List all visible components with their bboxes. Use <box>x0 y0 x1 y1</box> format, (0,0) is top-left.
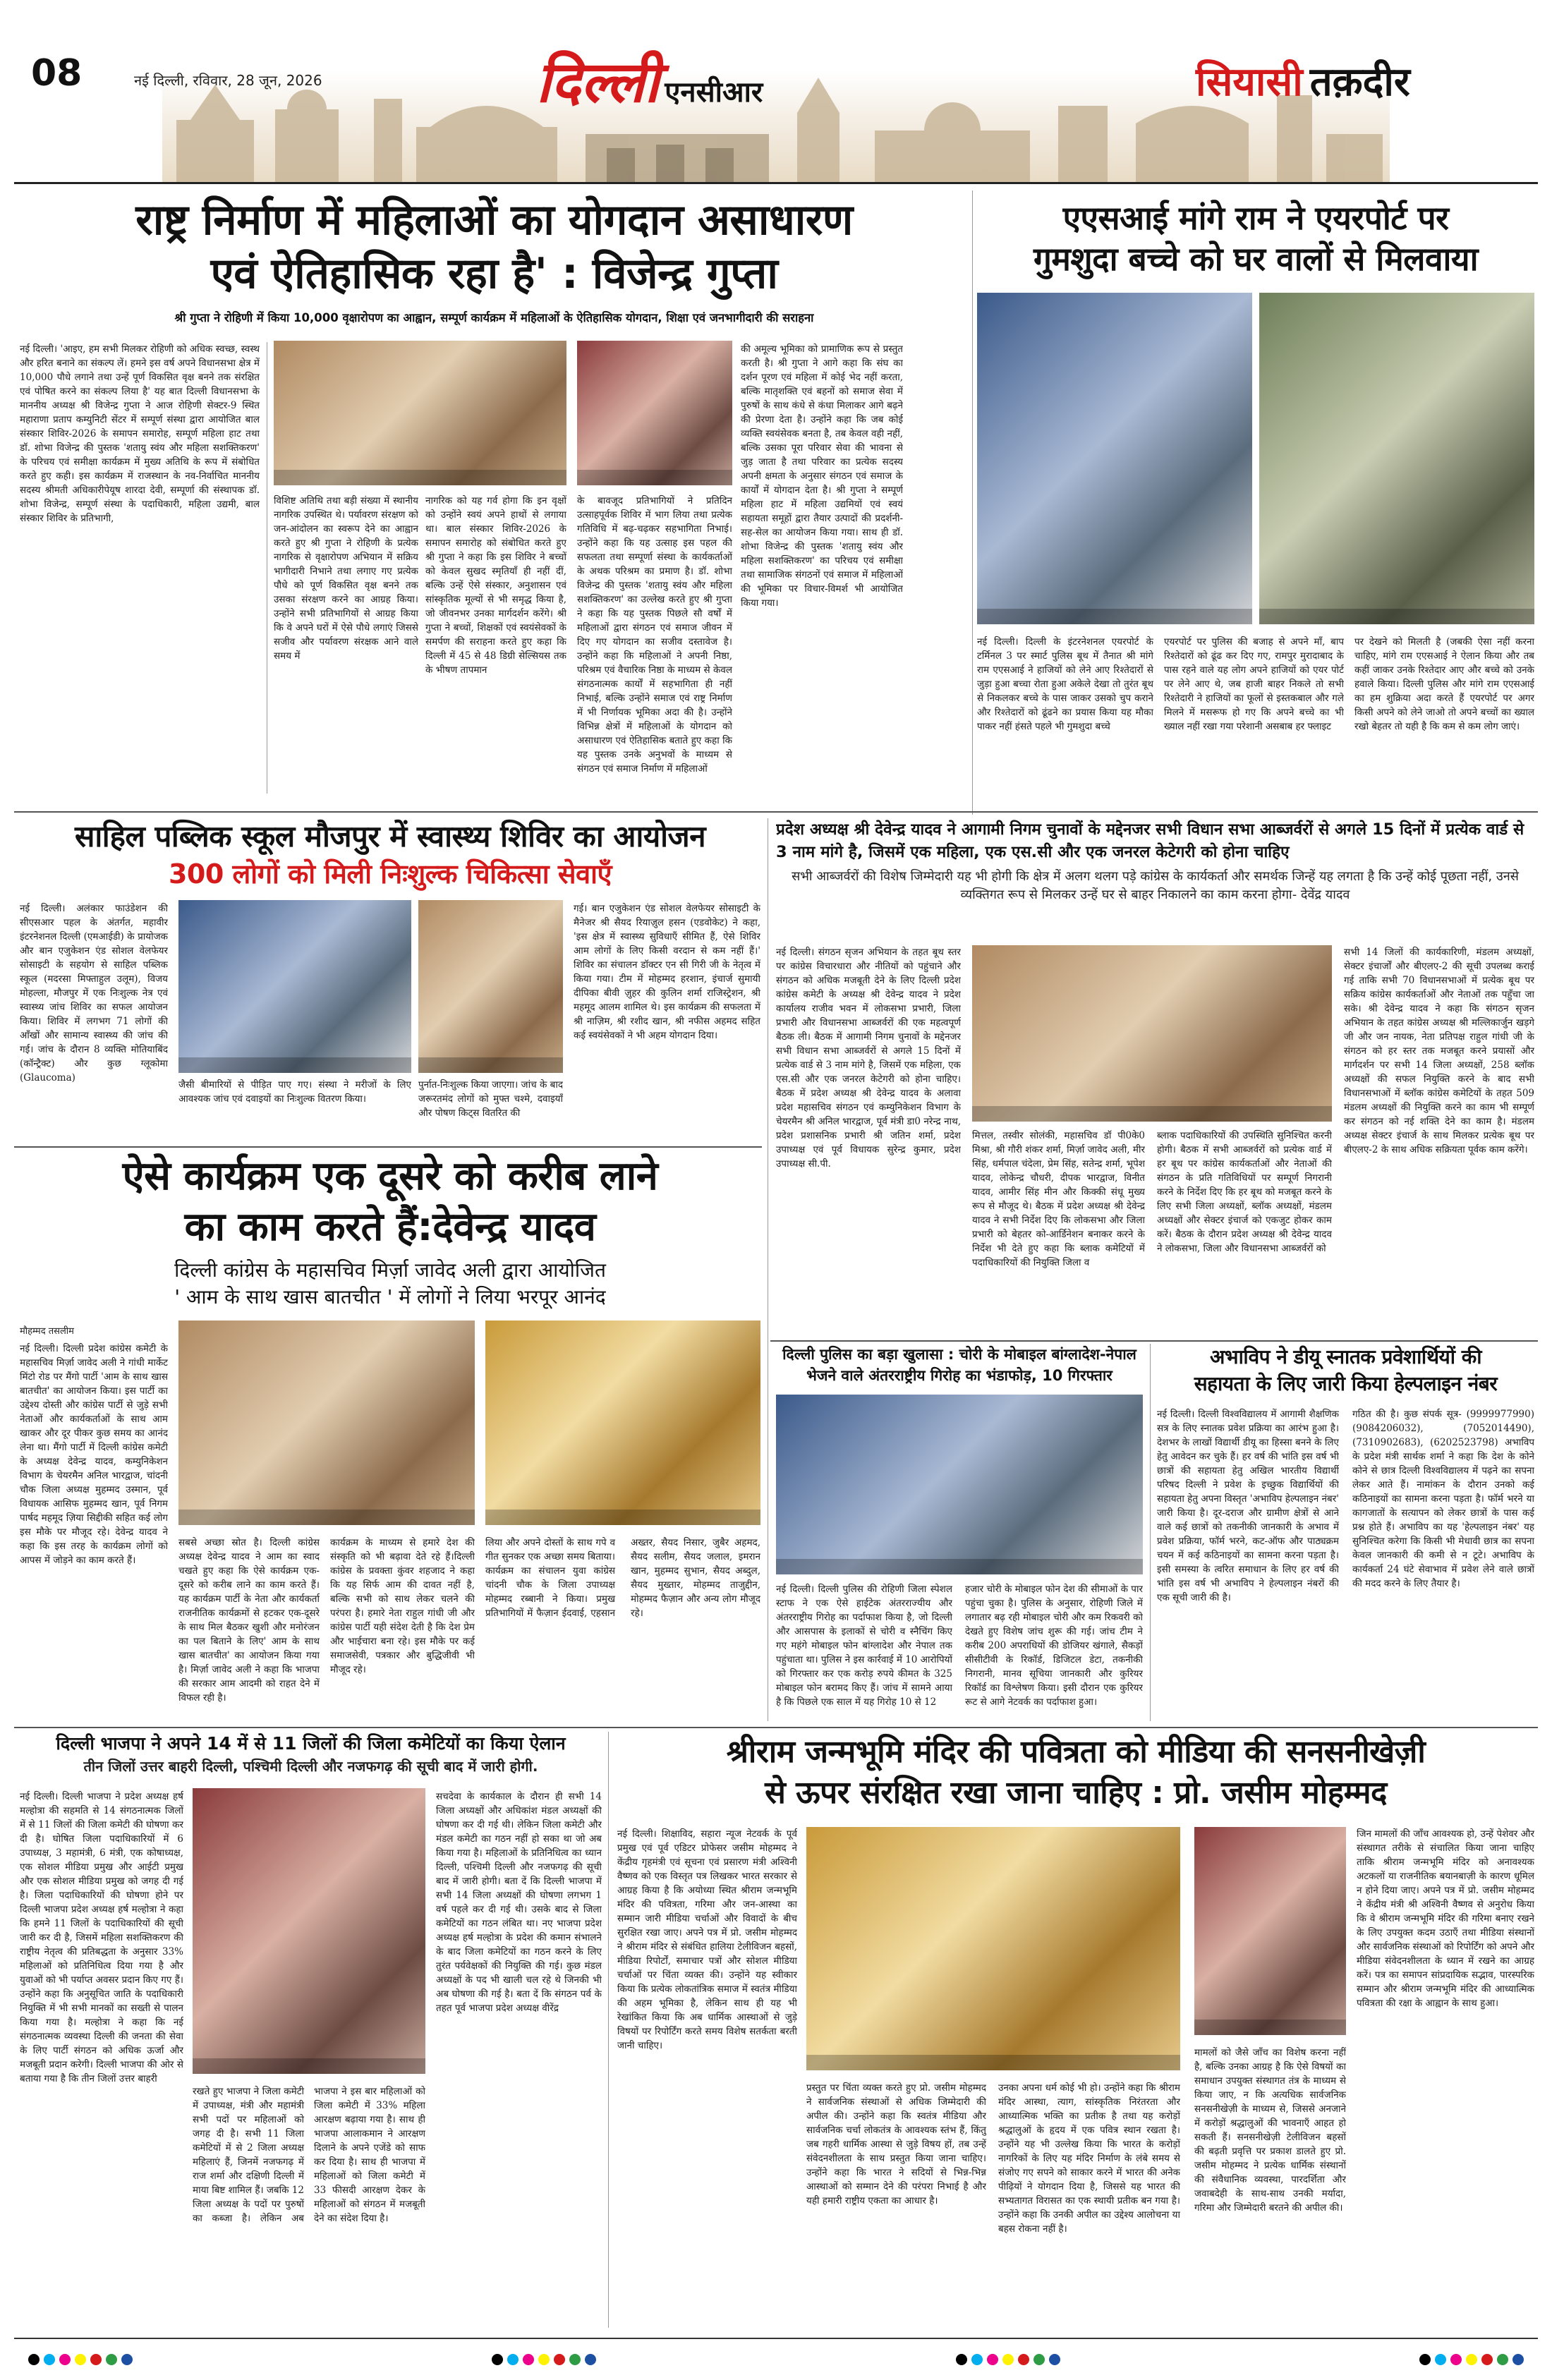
subhead-line-2: ' आम के साथ खास बातचीत ' में लोगों ने लिया भरपूर आनंद <box>174 1285 606 1309</box>
story-devender <box>776 818 1534 1337</box>
mango-party-photo-1 <box>178 1320 475 1525</box>
article-col-3: रखते हुए भाजपा ने जिला कमेटी में उपाध्यक्ष, मंत्री और महामंत्री सभी पदों पर महिलाओं को जगह दी है। सभी 11 जिला कमेटियों में से 2 जिला अध्यक्ष महिलाएं हैं, जिनमें नजफगढ़ में राज शर्मा और दक्षिणी दिल्ली में माया बिष्ट शामिल हैं। जबकि 12 जिला अध्यक्ष के पदों पर पुरुषों का कब्जा है। लेकिन अब भाजपा ने इस बार महिलाओं को जिला कमेटी में 33% महिला आरक्षण बढ़ाया गया है। साथ ही भाजपा आलाकमान ने आरक्षण दिलाने के अपने एजेंडे को साफ कर दिया है। साथ ही भाजपा में महिलाओं को जिला कमेटी में 33 फीसदी आरक्षण देकर के महिलाओं को संगठन में मजबूती देने का संदेश दिया है। <box>193 2086 425 2224</box>
registration-dot <box>1497 2354 1508 2365</box>
story-asi <box>977 198 1534 804</box>
health-camp-photo-1 <box>178 900 411 1073</box>
health-camp-photo-2 <box>418 900 563 1073</box>
registration-dot <box>59 2354 71 2365</box>
registration-dot <box>28 2354 40 2365</box>
story-ram <box>617 1732 1534 2328</box>
section-primary: सियासी <box>1196 59 1303 105</box>
article-col-5: जिन मामलों की जाँच आवश्यक हो, उन्हें पेशेवर और संस्थागत तरीके से संचालित किया जाना चाहिए ताकि श्रीराम जन्मभूमि मंदिर को अनावश्यक अटकलों या राजनीतिक बयानबाज़ी के कारण धूमिल न होने दिया जाए। अपने पत्र में प्रो. जसीम मोहम्मद ने केंद्रीय मंत्री श्री अश्विनी वैष्णव से अनुरोध किया कि वे श्रीराम जन्मभूमि मंदिर की गरिमा बनाए रखने के लिए उपयुक्त कदम उठाएँ तथा मीडिया संस्थानों और सार्वजनिक संस्थाओं को रिपोर्टिंग को अपने और मीडिया संवेदनशीलता के ध्यान में रखने का आग्रह करें। पत्र का समापन सांप्रदायिक सद्भाव, पारस्परिक सम्मान और श्रीराम जन्मभूमि मंदिर की आध्यात्मिक पवित्रता की रक्षा के आह्वान के साथ हुआ। <box>1357 1828 1534 2009</box>
story-school <box>20 817 760 1141</box>
police-press-photo <box>776 1395 1143 1574</box>
column-divider <box>1150 1344 1151 1721</box>
article-col-2: गठित की है। कुछ संपर्क सूत्र- (9999977990) (9084206032), (7052014490), (7310902683), (6202523798) अभाविप के प्रदेश मंत्री सार्थक शर्मा ने कहा कि देश के कोने कोने से छात्र दिल्ली विश्वविद्यालय में पढ़ने का सपना लेकर आते हैं। नामांकन के दौरान उनको कई कठिनाइयों का सामना करना पड़ता है। फॉर्म भरने या कागजातों के सत्यापन को लेकर छात्रों के पास कई प्रश्न होते हैं। अभाविप का यह 'हेल्पलाइन नंबर' यह सुनिश्चित करेगा कि किसी भी मेधावी छात्र का सपना केवल जानकारी की कमी से न टूटे। अभाविप के कार्यकर्ता 24 घंटे सेवाभाव में प्रवेश लेने वाले छात्रों की मदद करने के लिए तैयार है। <box>1352 1409 1534 1589</box>
brand-primary: दिल्ली <box>536 49 660 115</box>
registration-dot <box>987 2354 998 2365</box>
headline-line-1: अभाविप ने डीयू स्नातक प्रवेशार्थियों की <box>1210 1345 1481 1368</box>
registration-dot <box>1435 2354 1446 2365</box>
book-launch-photo <box>577 341 732 485</box>
registration-dot <box>1419 2354 1431 2365</box>
registration-dot <box>523 2354 534 2365</box>
registration-dot <box>1450 2354 1462 2365</box>
headline-line-1: ऐसे कार्यक्रम एक दूसरे को करीब लाने <box>122 1153 658 1199</box>
brand-secondary: एनसीआर <box>665 75 763 109</box>
registration-dot <box>1481 2354 1493 2365</box>
registration-dot <box>554 2354 565 2365</box>
column-divider <box>608 1732 609 2328</box>
column-divider <box>972 190 973 815</box>
registration-dot <box>1512 2354 1524 2365</box>
article-col-1: नई दिल्ली। दिल्ली के इंटरनेशनल एयरपोर्ट के टर्मिनल 3 पर स्मार्ट पुलिस बूथ में तैनात श्री मांगे राम एएसआई ने हाजियों को लेने आए रिश्तेदारों से जुड़ा हुआ बच्चा रोता हुआ अकेले देखा तो तुरंत बूथ से निकलकर बच्चे के पास जाकर उसको चुप कराने और रिश्तेदारों को ढूंढने का प्रयास किया यह मौका पाकर नहीं हंसते पहले भी गुमशुदा बच्चे <box>977 636 1153 732</box>
registration-dot <box>1002 2354 1014 2365</box>
airport-photo-officer <box>977 293 1252 624</box>
registration-dot <box>585 2354 596 2365</box>
professor-photo <box>1194 1827 1346 2035</box>
headline: प्रदेश अध्यक्ष श्री देवेन्द्र यादव ने आगामी निगम चुनावों के मद्देनजर सभी विधान सभा आब्जर्वरों से अगले 15 दिनों में प्रत्येक वार्ड से 3 नाम मांगे है, जिसमें एक महिला, एक एस.सी और एक जनरल केटेगरी को होना चाहिए <box>776 820 1524 861</box>
article-col-3: ब्लाक पदाधिकारियों की उपस्थिति सुनिश्चित करनी होगी। बैठक में सभी आब्जर्वरों को प्रत्येक वार्ड में हर बूथ पर कांग्रेस कार्यकर्ताओं और नेताओं की संगठन के प्रति गतिविधियों पर सम्पूर्ण निगरानी करने के निर्देश दिए कि हर बूथ को मजबूत करने के लिए सभी जिला अध्यक्षों, ब्लॉक अध्यक्षों, मंडलम अध्यक्षों और सेक्टर इंचार्ज को एकजुट होकर काम करें। बैठक के दौरान प्रदेश अध्यक्ष श्री देवेन्द्र यादव ने लोकसभा, जिला और विधानसभा आब्जर्वरों को <box>1157 1130 1332 1254</box>
article-col-1: नई दिल्ली। दिल्ली विश्वविद्यालय में आगामी शैक्षणिक सत्र के लिए स्नातक प्रवेश प्रक्रिया का आरंभ हुआ है। देशभर के लाखों विद्यार्थी डीयू का हिस्सा बनने के लिए हेतु आवेदन कर चुके हैं। हर वर्ष की भांति इस वर्ष भी छात्रों की सहायता हेतु अखिल भारतीय विद्यार्थी परिषद दिल्ली ने प्रवेश के इच्छुक विद्यार्थियों की सहायता हेतु अपना विस्तृत 'अभाविप हेल्पलाइन नंबर' जारी किया है। दूर-दराज और ग्रामीण क्षेत्रों से आने वाले कई छात्रों को तकनीकी जानकारी के अभाव में प्रवेश प्रक्रिया, फॉर्म भरने, कट-ऑफ और पाठ्यक्रम चयन में कई कठिनाइयों का सामना करना पड़ता है। इसी समस्या के त्वरित समाधान के लिए हर वर्ष की भांति इस वर्ष भी अभाविप ने हेल्पलाइन नंबरों की एक सूची जारी की है। <box>1157 1409 1339 1603</box>
registration-dot <box>1466 2354 1477 2365</box>
registration-dot <box>75 2354 86 2365</box>
row-divider <box>14 811 1538 813</box>
headline-line-2: सहायता के लिए जारी किया हेल्पलाइन नंबर <box>1194 1372 1498 1395</box>
article-col-2: विशिष्ट अतिथि तथा बड़ी संख्या में स्थानीय नागरिक उपस्थित थे। पर्यावरण संरक्षण को जन-आंदोलन का स्वरूप देने का आह्वान करते हुए श्री गुप्ता ने रोहिणी के प्रत्येक नागरिक से वृक्षारोपण अभियान में सक्रिय भागीदारी निभाने तथा लगाए गए प्रत्येक पौधे को पूर्ण विकसित वृक्ष बनने तक उसका संरक्षण करने का आग्रह किया। उन्होंने सभी प्रतिभागियों से आग्रह किया कि वे अपने घरों में ऐसे पौधे लगाएं जिससे सजीव और पर्यावरण संरक्षक आने वाले समय में <box>274 495 418 662</box>
subhead: 300 लोगों को मिली निःशुल्क चिकित्सा सेवाएँ <box>168 858 612 890</box>
headline-line-1: दिल्ली पुलिस का बड़ा खुलासा : चोरी के मोबाइल बांग्लादेश-नेपाल <box>782 1346 1136 1363</box>
article-col-3: नागरिक को यह गर्व होगा कि इन वृक्षों को उन्होंने स्वयं अपने हाथों से लगाया था। बाल संस्कार शिविर-2026 के समापन समारोह को संबोधित करते हुए श्री गुप्ता ने कहा कि इस शिविर ने बच्चों को केवल सुखद स्मृतियाँ ही नहीं दीं, बल्कि उन्हें ऐसे संस्कार, अनुशासन एवं सांस्कृतिक मूल्यों से भी समृद्ध किया है, जो जीवनभर उनका मार्गदर्शन करेंगे। श्री गुप्ता ने बच्चों, शिक्षकों एवं स्वयंसेवकों के समर्पण की सराहना करते हुए कहा कि दिल्ली में 45 से 48 डिग्री सेल्सियस तक के भीषण तापमान <box>425 495 566 676</box>
headline-line-2: भेजने वाले अंतरराष्ट्रीय गिरोह का भंडाफोड़, 10 गिरफ्तार <box>806 1367 1113 1384</box>
article-col-3: पुर्नात-निःशुल्क किया जाएगा। जांच के बाद जरूरतमंद लोगों को मुफ्त चश्मे, दवाइयाँ और पोषण किट्स वितरित की <box>418 1079 563 1119</box>
registration-dot <box>44 2354 55 2365</box>
row-divider <box>770 1340 1538 1342</box>
headline-line-1: एएसआई मांगे राम ने एयरपोर्ट पर <box>1062 199 1449 237</box>
registration-dot <box>971 2354 983 2365</box>
registration-dot <box>492 2354 503 2365</box>
color-registration-marks <box>28 2350 1524 2369</box>
article-col-4: मामलों को जैसे जाँच का विशेष करना नहीं है, बल्कि उनका आग्रह है कि ऐसे विषयों का समाधान उपयुक्त संस्थागत तंत्र के माध्यम से किया जाए, न कि अत्यधिक सार्वजनिक सनसनीखेज़ी के माध्यम से, जिससे अनजाने में करोड़ों श्रद्धालुओं की भावनाएँ आहत हो सकती हैं। सनसनीखेज़ी टेलीविजन बहसों की बढ़ती प्रवृत्ति पर प्रकाश डालते हुए प्रो. जसीम मोहम्मद ने प्रत्येक धार्मिक संस्थानों की संवैधानिक व्यवस्था, पारदर्शिता और जवाबदेही के साथ-साथ उनकी मर्यादा, गरिमा और जिम्मेदारी बरतने की अपील की। <box>1194 2047 1346 2214</box>
article-col-4: सभी 14 जिलों की कार्यकारिणी, मंडलम अध्यक्षों, सेक्टर इंचार्जों और बीएलए-2 की सूची उपलब्ध कराई गई ताकि सभी 70 विधानसभाओं में प्रत्येक बूथ पर सक्रिय कांग्रेस कार्यकर्ताओं और नेताओं तक पहुँचा जा सके। श्री देवेन्द्र यादव ने कहा कि संगठन सृजन अभियान के तहत कांग्रेस अध्यक्ष श्री मल्लिकार्जुन खड़गे जी और जन नायक, नेता प्रतिपक्ष राहुल गांधी जी के संगठन को हर स्तर तक मजबूत करने प्रयासों और मार्गदर्शन पर सभी 14 जिला अध्यक्षों, 258 ब्लॉक अध्यक्षों की सफल नियुक्ति करने के बाद सभी विधानसभाओं में ब्लॉक कांग्रेस कमेटियों के तहत 509 मंडलम अध्यक्षों की नियुक्ति करने का काम भी सम्पूर्ण कर संगठन को नई शक्ति देने का काम है। मंडलम अध्यक्ष सेक्टर इंचार्ज के साथ मिलकर प्रत्येक बूथ पर बीएलए-2 के साथ अधिक सक्रियता पूर्वक काम करेंगे। <box>1344 947 1534 1155</box>
article-col-1: नई दिल्ली। दिल्ली भाजपा ने प्रदेश अध्यक्ष हर्ष मल्होत्रा की सहमति से 14 संगठनात्मक जिलों में से 11 जिलों की जिला कमेटी की घोषणा कर दी है। घोषित जिला पदाधिकारियों में 6 उपाध्यक्ष, 3 महामंत्री, 6 मंत्री, एक कोषाध्यक्ष, एक सोशल मीडिया प्रमुख और आईटी प्रमुख और एक सोशल मीडिया प्रमुख को जगह दी गई है। जिला पदाधिकारियों की घोषणा होने पर दिल्ली भाजपा प्रदेश अध्यक्ष हर्ष मल्होत्रा ने कहा कि हमने 11 जिलों के पदाधिकारियों की सूची जारी कर दी है, जिसमें महिला सशक्तिकरण की राष्ट्रीय नेतृत्व की प्रतिबद्धता के अनुसार 33% महिलाओं को प्रतिनिधित्व दिया गया है और युवाओं को भी पर्याप्त अवसर प्रदान किए गए हैं। उन्होंने कहा कि अनुसूचित जाति के पदाधिकारी नियुक्ति में भी सभी मानकों का सख्ती से पालन किया गया है। मल्होत्रा ने कहा कि नई संगठनात्मक व्यवस्था दिल्ली की जनता की सेवा के लिए पार्टी संगठन को अधिक ऊर्जा और मजबूती प्रदान करेगी। दिल्ली भाजपा की ओर से बताया गया है कि तीन जिलों उत्तर बाहरी <box>20 1791 183 2084</box>
footer-rule <box>14 2338 1538 2339</box>
registration-dot <box>90 2354 102 2365</box>
story-bjp <box>20 1732 602 2328</box>
subhead <box>20 1257 760 1311</box>
article-col-4: गई। बान एजुकेशन एंड सोशल वेलफेयर सोसाइटी के मैनेजर श्री सैयद रियाज़ुल हसन (एडवोकेट) ने कहा, 'इस क्षेत्र में स्वास्थ्य सुविधाएँ सीमित हैं, ऐसे शिविर आम लोगों के लिए किसी वरदान से कम नहीं हैं।' शिविर का संचालन डॉक्टर एन सी गिरी जी के नेतृत्व में किया गया। टीम में मोहम्मद हरशान, इंचार्ज सुमायी दीपिका बीवी ज़ुहर की कुलिन शर्मा राजिस्ट्रेशन, श्री महमूद आलम शामिल थे। इस कार्यक्रम की सफलता में श्री नाज़िम, श्री रशीद खान, श्री नफीस अहमद सहित कई स्वयंसेवकों ने भी अहम योगदान दिया। <box>574 903 760 1041</box>
row-divider <box>14 1727 1538 1728</box>
subhead: सभी आब्जर्वरों की विशेष जिम्मेदारी यह भी होगी कि क्षेत्र में अलग थलग पड़े कांग्रेस के कार्यकर्ता और समर्थक जिन्हें यह लगता है कि उन्हें कोई पूछता नहीं, उनसे व्यक्तिगत रूप से मिलकर उन्हें घर से बाहर निकालने का काम करना होगा- देवेंद्र यादव <box>792 869 1519 902</box>
headline-line-1: श्रीराम जन्मभूमि मंदिर की पवित्रता को मीडिया की सनसनीखेज़ी <box>726 1734 1426 1770</box>
headline <box>20 1732 602 1777</box>
bjp-leader-photo <box>193 1788 425 2074</box>
article-col-4: लिया और अपने दोस्तों के साथ गपे व गीत सुनकर एक अच्छा समय बिताया। कार्यक्रम का संचालन युवा कांग्रेस चांदनी चौक के जिला उपाध्यक्ष मोहम्मद रब्बानी ने किया। प्रमुख प्रतिभागियों में फैज़ान ईदवाई, एहसान अख्तर, सैयद निसार, जुबैर अहमद, सैयद सलीम, सैयद जलाल, इमरान खान, मुहम्मद सुभान, सैयद अब्दुल, सैयद मुख्तार, मोहम्मद ताजुद्दीन, मोहम्मद फैज़ान और अन्य लोग मौजूद रहे। <box>485 1537 760 1619</box>
headline <box>20 193 969 300</box>
story-main <box>20 190 969 801</box>
headline <box>20 1151 760 1253</box>
headline <box>776 1344 1143 1386</box>
article-col-1: नई दिल्ली। दिल्ली पुलिस की रोहिणी जिला स्पेशल स्टाफ ने एक ऐसे हाईटेक अंतरराज्यीय और अंतरराष्ट्रीय गिरोह का पर्दाफाश किया है, जो दिल्ली और आसपास के इलाकों से चोरी व स्नैचिंग किए गए महंगे मोबाइल फोन बांग्लादेश और नेपाल तक पहुंचाता था। पुलिस ने इस कार्रवाई में 10 आरोपियों को गिरफ्तार कर एक करोड़ रुपये कीमत के 325 मोबाइल फोन बरामद किए हैं। जांच में सामने आया है कि पिछले एक साल में यह गिरोह 10 से 12 <box>776 1584 952 1708</box>
masthead <box>0 0 1552 185</box>
registration-dot <box>1018 2354 1029 2365</box>
section-title <box>1196 54 1410 107</box>
headline-line-2: से ऊपर संरक्षित रखा जाना चाहिए : प्रो. जसीम मोहम्मद <box>765 1775 1387 1811</box>
article-col-2: एयरपोर्ट पर पुलिस की बजाह से अपने माँ, बाप रिश्तेदारों को ढूंढ कर दिए गए, रामपुर मुरादाबाद के पास रहने वाले यह लोग अपने हाजियों को एयर पोर्ट पर लेने आए थे, जब हाजी बाहर निकले तो सभी रिश्तेदारी ने हाजियों का फूलों से इस्तकबाल और गले मिलने में मसरूफ हो गए कि अपने बच्चे का भी ख्याल नहीं रखा गया परेशानी असबाब हर फ्लाइट <box>1164 636 1344 732</box>
footer-registration-strip <box>0 2335 1552 2380</box>
headline: साहिल पब्लिक स्कूल मौजपुर में स्वास्थ्य शिविर का आयोजन <box>74 819 706 854</box>
registration-dot <box>1033 2354 1045 2365</box>
registration-dot <box>569 2354 581 2365</box>
registration-dot <box>1049 2354 1060 2365</box>
story-congress <box>20 1151 760 1719</box>
byline: मौहम्मद तसलीम <box>20 1326 74 1337</box>
article-col-4: के बावजूद प्रतिभागियों ने प्रतिदिन उत्साहपूर्वक शिविर में भाग लिया तथा प्रत्येक गतिविधि में बढ़-चढ़कर सहभागिता निभाई। उन्होंने कहा कि यह उत्साह इस पहल की सफलता तथा सम्पूर्णा संस्था के कार्यकर्ताओं के अथक परिश्रम का प्रमाण है। डॉ. शोभा विजेन्द्र की पुस्तक 'शतायु स्वंय और महिला सशक्तिकरण' का उल्लेख करते हुए श्री गुप्ता ने कहा कि यह पुस्तक पिछले सौ वर्षों में महिलाओं द्वारा संगठन एवं समाज जीवन में दिए गए योगदान का सजीव दस्तावेज है। उन्होंने कहा कि महिलाओं ने अपनी निष्ठा, परिश्रम एवं वैचारिक निष्ठा के माध्यम से केवल संगठनात्मक कार्यों में सहभागिता ही नहीं निभाई, बल्कि उन्होंने समाज एवं राष्ट्र निर्माण में भी निर्णायक भूमिका अदा की है। उन्होंने विभिन्न क्षेत्रों में महिलाओं के योगदान को असाधारण एवं ऐतिहासिक बताते हुए कहा कि यह पुस्तक उनके अनुभवों के माध्यम से संगठन एवं समाज निर्माण में महिलाओं <box>577 495 732 775</box>
story-abvp <box>1157 1344 1534 1721</box>
registration-mark-group <box>956 2354 1060 2365</box>
headline-line-1: दिल्ली भाजपा ने अपने 14 में से 11 जिलों की जिला कमेटियों का किया ऐलान <box>56 1733 566 1754</box>
article-col-2: प्रस्तुत पर चिंता व्यक्त करते हुए प्रो. जसीम मोहम्मद ने सार्वजनिक संस्थाओं से अधिक जिम्मेदारी की अपील की। उन्होंने कहा कि स्वतंत्र मीडिया और सार्वजनिक चर्चा लोकतंत्र के आवश्यक स्तंभ हैं, किंतु जब गहरी धार्मिक आस्था से जुड़े विषय हों, तब उन्हें संवेदनशीलता के साथ प्रस्तुत किया जाना चाहिए। उन्होंने कहा कि भारत ने सदियों से भिन्न-भिन्न आस्थाओं को सम्मान देने की परंपरा निभाई है और यही हमारी राष्ट्रीय एकता का आधार है। <box>806 2082 986 2206</box>
registration-dot <box>538 2354 550 2365</box>
page-number: 08 <box>31 52 83 95</box>
article-col-1: नई दिल्ली। 'आइए, हम सभी मिलकर रोहिणी को अधिक स्वच्छ, स्वस्थ और हरित बनाने का संकल्प लें। हमने इस वर्ष अपने विधानसभा क्षेत्र में 10,000 पौधे लगाने तथा उन्हें पूर्ण विकसित वृक्ष बनने तक संरक्षित एवं पोषित करने का संकल्प लिया है' यह बात दिल्ली विधानसभा के माननीय अध्यक्ष श्री विजेन्द्र गुप्ता ने आज रोहिणी सेक्टर-9 स्थित महाराणा प्रताप कम्युनिटी सेंटर में सम्पूर्ण संस्था द्वारा आयोजित बाल संस्कार शिविर-2026 के समापन समारोह, सम्पूर्ण महिला हाट तथा डॉ. शोभा विजेन्द्र की पुस्तक 'शतायु स्वंय और महिला सशक्तिकरण' के परिचय एवं समीक्षा कार्यक्रम में मुख्य अतिथि के रूप में संबोधित करते हुए कही। इस कार्यक्रम में राजस्थान के नव-निर्वाचित माननीय सदस्य श्रीमती अधिकारीपेयूष शारदा देवी, सम्पूर्णा की संस्थापक डॉ. शोभा विजेन्द्र, सम्पूर्ण संस्था के पदाधिकारी, महिला उद्यमी, बाल संस्कार शिविर के प्रतिभागी, <box>20 344 260 524</box>
event-photo <box>274 341 566 485</box>
brand-logo <box>536 41 763 119</box>
article-col-5: की अमूल्य भूमिका को प्रामाणिक रूप से प्रस्तुत करती है। श्री गुप्ता ने आगे कहा कि संघ का दर्शन पूरण एवं महिला में कोई भेद नहीं करता, बल्कि मातृशक्ति एवं बहनों को समाज सेवा में पुरुषों के साथ कंधे से कंधा मिलाकर आगे बढ़ने की प्रेरणा देता है। उन्होंने कहा कि जब कोई व्यक्ति स्वयंसेवक बनता है, तब केवल वही नहीं, बल्कि उसका पूरा परिवार सेवा की भावना से जुड़ जाता है तथा परिवार का प्रत्येक सदस्य अपनी क्षमता के अनुसार संगठन एवं समाज के कार्यों में योगदान देता है। श्री गुप्ता ने सम्पूर्ण महिला हाट में महिला उद्यमियों एवं स्वयं सहायता समूहों द्वारा तैयार उत्पादों की प्रदर्शनी-सह-सेल का आयोजन किया गया। साथ ही डॉ. शोभा विजेन्द्र की पुस्तक 'शतायु स्वंय और महिला सशक्तिकरण' का परिचय एवं समीक्षा तथा सामाजिक संगठनों एवं समाज में महिलाओं की भूमिका पर विचार-विमर्श भी आयोजित किया गया। <box>741 344 903 609</box>
subhead-line-1: दिल्ली कांग्रेस के महासचिव मिर्ज़ा जावेद अली द्वारा आयोजित <box>174 1258 606 1282</box>
section-secondary: तक़दीर <box>1309 59 1410 105</box>
registration-mark-group <box>492 2354 596 2365</box>
headline <box>1157 1344 1534 1397</box>
article-col-2: सबसे अच्छा स्रोत है। दिल्ली कांग्रेस अध्यक्ष देवेन्द्र यादव ने आम का स्वाद चखते हुए कहा कि ऐसे कार्यक्रम एक-दूसरे को करीब लाने का काम करते हैं। यह कार्यक्रम पार्टी के नेता और कार्यकर्ता राजनीतिक कार्यक्रमों से हटकर एक-दूसरे के साथ मिल बैठकर खुशी और मनोरंजन का पल बिताने के लिए' आम के साथ खास बातचीत' का आयोजन किया गया है। मिर्ज़ा जावेद अली ने कहा कि भाजपा की सरकार आम आदमी को राहत देने में विफल रही है। <box>178 1537 320 1704</box>
ram-temple-photo <box>806 1827 1180 2070</box>
headline-line-2: तीन जिलों उत्तर बाहरी दिल्ली, पश्चिमी दिल्ली और नजफगढ़ की सूची बाद में जारी होगी. <box>83 1758 538 1775</box>
article-col-3: पर देखने को मिलती है (जबकी ऐसा नहीं करना चाहिए, मांगे राम एएसआई ने ऐलान किया और तब कहीं जाकर उनके रिश्तेदार आए और बच्चे को उनके हवाले किया। दिल्ली पुलिस और मांगे राम एएसआई का हम शुक्रिया अदा करते हैं एयरपोर्ट पर अगर किसी अपने को लेने जाओ तो अपने बच्चों का ख्याल रखो बेहतर तो यही है कि कम से कम लोग जाएं। <box>1354 636 1534 732</box>
article-col-2: मित्तल, तस्वीर सोलंकी, महासचिव डॉ पी0के0 मिश्रा, श्री गौरी शंकर शर्मा, मिर्ज़ा जावेद अली, मीर सिंह, धर्मपाल चंदेला, प्रेम सिंह, सतेन्द्र शर्मा, भूपेश यादव, लोकेन्द्र चौधरी, दीपक भारद्वाज, विनीत यादव, आमीर सिंह मीन और किक्की संधू मुख्य रूप से मौजूद थे। बैठक में प्रदेश अध्यक्ष श्री देवेन्द्र यादव ने सभी निर्देश दिए कि लोकसभा और जिला प्रभारी को बेहतर को-आर्डिनेशन बनाकर करने के निर्देश भी देते हुए कहा कि ब्लाक कमेटियों में पदाधिकारियों की नियुक्ति जिला व <box>972 1130 1145 1268</box>
article-col-3: उनका अपना धर्म कोई भी हो। उन्होंने कहा कि श्रीराम मंदिर आस्था, त्याग, सांस्कृतिक निरंतरता और आध्यात्मिक भक्ति का प्रतीक है तथा यह करोड़ों श्रद्धालुओं के हृदय में एक पवित्र स्थान रखता है। उन्होंने यह भी उल्लेख किया कि भारत के करोड़ों नागरिकों के लिए यह मंदिर निर्माण के लंबे समय से संजोए गए सपने को साकार करने में भारत की अनेक पीढ़ियों ने योगदान दिया है, जिससे यह भारत की सभ्यतागत विरासत का एक स्थायी प्रतीक बन गया है। उन्होंने कहा कि उनकी अपील का उद्देश्य आलोचना या बहस रोकना नहीं है। <box>998 2082 1180 2235</box>
row-divider <box>14 1146 762 1148</box>
article-col-1: नई दिल्ली। शिक्षाविद, सहारा न्यूज नेटवर्क के पूर्व प्रमुख एवं पूर्व एडिटर प्रोफेसर जसीम मोहम्मद ने केंद्रीय गृहमंत्री एवं सूचना एवं प्रसारण मंत्री अश्विनी वैष्णव को एक विस्तृत पत्र लिखकर भारत सरकार से आग्रह किया है कि अयोध्या स्थित श्रीराम जन्मभूमि मंदिर की पवित्रता, गरिमा और जन-आस्था का सम्मान जारी मीडिया चर्चाओं और विवादों के बीच सुरक्षित रखा जाए। अपने पत्र में प्रो. जसीम मोहम्मद ने श्रीराम मंदिर से संबंधित हालिया टेलीविजन बहसों, मीडिया रिपोर्टों, समाचार पत्रों और सोशल मीडिया चर्चाओं पर चिंता व्यक्त की। उन्होंने यह स्वीकार किया कि प्रत्येक लोकतांत्रिक समाज में स्वतंत्र मीडिया की अहम भूमिका है, लेकिन साथ ही यह भी रेखांकित किया कि अब धार्मिक आस्थाओं से जुड़े विषयों पर रिपोर्टिंग करते समय विशेष सतर्कता बरती जानी चाहिए। <box>617 1828 797 2051</box>
article-col-2: जैसी बीमारियों से पीड़ित पाए गए। संस्था ने मरीजों के लिए आवश्यक जांच एवं दवाइयों का निःशुल्क वितरण किया। <box>178 1079 411 1105</box>
mango-party-photo-2 <box>485 1320 760 1525</box>
masthead-rule <box>14 182 1538 184</box>
story-police <box>776 1344 1143 1721</box>
headline <box>977 198 1534 279</box>
registration-mark-group <box>28 2354 133 2365</box>
article-col-3: कार्यक्रम के माध्यम से हमारे देश की संस्कृति को भी बढ़ावा देते रहे हैं।दिल्ली कांग्रेस के प्रवक्ता कुंवर शहजाद ने कहा कि यह सिर्फ आम की दावत नहीं है, बल्कि सभी को साथ लेकर चलने की परंपरा है। हमारे नेता राहुल गांधी जी और कांग्रेस पार्टी यही संदेश देती है कि देश प्रेम और भाईचारा बना रहे। इस मौके पर कई समाजसेवी, पत्रकार और बुद्धिजीवी भी मौजूद रहे। <box>330 1537 475 1675</box>
headline-line-1: राष्ट्र निर्माण में महिलाओं का योगदान असाधारण <box>135 195 853 245</box>
registration-dot <box>106 2354 117 2365</box>
article-col-2: हजार चोरी के मोबाइल फोन देश की सीमाओं के पार पहुंचा चुका है। पुलिस के अनुसार, रोहिणी जिले में लगातार बढ़ रही मोबाइल चोरी और कम रिकवरी को देखते हुए विशेष जांच शुरू की गई। जांच टीम ने करीब 200 अपराधियों की डोजियर खंगाले, सैकड़ों सीसीटीवी के रिकॉर्ड, डिजिटल डेटा, तकनीकी निगरानी, मानव सूचिया जानकारी और कुरियर रिकॉर्ड का विश्लेषण किया। इसी दौरान एक कुरियर रूट से आगे नेटवर्क का पर्दाफाश हुआ। <box>965 1584 1143 1708</box>
airport-photo-family <box>1259 293 1534 624</box>
headline-line-2: एवं ऐतिहासिक रहा है' : विजेन्द्र गुप्ता <box>210 249 778 298</box>
registration-dot <box>956 2354 967 2365</box>
article-col-1: नई दिल्ली। दिल्ली प्रदेश कांग्रेस कमेटी के महासचिव मिर्ज़ा जावेद अली ने गांधी मार्केट मिंटो रोड पर मैंगो पार्टी 'आम के साथ खास बातचीत' का आयोजन किया। इस पार्टी का उद्देश्य दोस्ती और कांग्रेस पार्टी से जुड़े सभी नेताओं और कार्यकर्ताओं के साथ आम खाकर और दूर पीकर कुछ समय का आनंद लेना था। मैंगो पार्टी में दिल्ली कांग्रेस कमेटी के अध्यक्ष देवेन्द्र यादव, कम्युनिकेशन विभाग के चेयरमैन अनिल भारद्वाज, चांदनी चौक जिला अध्यक्ष मुहम्मद उस्मान, पूर्व विधायक आसिफ मुहम्मद खान, पूर्व निगम पार्षद महमूद ज़िया सिद्दीकी सहित कई लोग इस मौके पर मौजूद रहे। देवेन्द्र यादव ने कहा कि इस तरह के कार्यक्रम लोगों को आपस में जोड़ने का काम करते हैं। <box>20 1343 168 1566</box>
headline <box>617 1732 1534 1814</box>
registration-dot <box>121 2354 133 2365</box>
meeting-photo <box>972 945 1332 1122</box>
subhead: श्री गुप्ता ने रोहिणी में किया 10,000 वृक्षारोपण का आह्वान, सम्पूर्ण कार्यक्रम में महिलाओं के ऐतिहासिक योगदान, शिक्षा एवं जनभागीदारी की सराहना <box>174 311 814 324</box>
registration-mark-group <box>1419 2354 1524 2365</box>
headline-line-2: गुमशुदा बच्चे को घर वालों से मिलवाया <box>1033 240 1479 278</box>
article-col-1: नई दिल्ली। संगठन सृजन अभियान के तहत बूथ स्तर पर कांग्रेस विचारधारा और नीतियों को पहुंचाने और संगठन को अधिक मजबूती देने के लिए दिल्ली प्रदेश कांग्रेस कमेटी के अध्यक्ष श्री देवेन्द्र यादव ने प्रदेश कार्यालय राजीव भवन में लोकसभा प्रभारी, जिला प्रभारी और विधानसभा आब्जर्वरों की एक महत्वपूर्ण बैठक ली। बैठक में आगामी निगम चुनावों के मद्देनजर सभी विधान सभा आब्जर्वरों से अगले 15 दिनों में प्रत्येक वार्ड से 3 नाम मांगे है, जिसमें एक महिला, एक एस.सी और एक जनरल केटेगरी को होना चाहिए। बैठक में प्रदेश अध्यक्ष श्री देवेन्द्र यादव के अलावा प्रदेश महासचिव संगठन एवं कम्युनिकेशन विभाग के चेयरमैन श्री अनिल भारद्वाज, पूर्व मंत्री डा0 नरेन्द्र नाथ, प्रदेश प्रशासनिक प्रभारी श्री जतिन शर्मा, प्रदेश उपाध्यक्ष एवं पूर्व विधायक सुरेन्द्र कुमार, प्रदेश उपाध्यक्ष सी.पी. <box>776 947 961 1170</box>
date-line: नई दिल्ली, रविवार, 28 जून, 2026 <box>134 72 322 89</box>
registration-dot <box>507 2354 519 2365</box>
article-col-2: सचदेवा के कार्यकाल के दौरान ही सभी 14 जिला अध्यक्षों और अधिकांश मंडल अध्यक्षों की घोषणा कर दी गई थी। लेकिन जिला कमेटी और मंडल कमेटी का गठन नहीं हो सका था जो अब किया गया है। महिलाओं के प्रतिनिधित्व का ध्यान दिल्ली, पश्चिमी दिल्ली और नजफगढ़ की सूची बाद में जारी होगी। बता दें कि दिल्ली भाजपा में सभी 14 जिला अध्यक्षों की घोषणा लगभग 1 वर्ष पहले कर दी गई थी। उसके बाद से जिला कमेटियों का गठन लंबित था। नए भाजपा प्रदेश अध्यक्ष हर्ष मल्होत्रा के प्रदेश की कमान संभालने के बाद जिला कमेटियों का गठन करने के लिए तुरंत पर्यवेक्षकों की नियुक्ति की गई। कुछ मंडल अध्यक्षों के पद भी खाली चल रहे थे जिनकी भी अब घोषणा की गई है। बता दें कि संगठन पर्व के तहत पूर्व भाजपा प्रदेश अध्यक्ष वीरेंद्र <box>436 1791 602 2014</box>
article-col-1: नई दिल्ली। अलंकार फाउंडेशन की सीएसआर पहल के अंतर्गत, महावीर इंटरनेशनल दिल्ली (एमआईडी) के प्रायोजक और बान एजुकेशन एंड सोशल वेलफेयर सोसाइटी के सहयोग से साहिल पब्लिक स्कूल (मदरसा मिफ्ताहुल उलूम), विजय मोहल्ला, मौजपुर में एक निःशुल्क नेत्र एवं स्वास्थ्य जांच शिविर का सफल आयोजन किया। शिविर में लगभग 71 लोगों की आँखों और सामान्य स्वास्थ्य की जांच की गई। जांच के दौरान 8 व्यक्ति मोतियाबिंद (कॉन्ट्रैक्ट) और कुछ ग्लूकोमा (Glaucoma) <box>20 903 168 1083</box>
headline-line-2: का काम करते हैं:देवेन्द्र यादव <box>184 1204 596 1250</box>
